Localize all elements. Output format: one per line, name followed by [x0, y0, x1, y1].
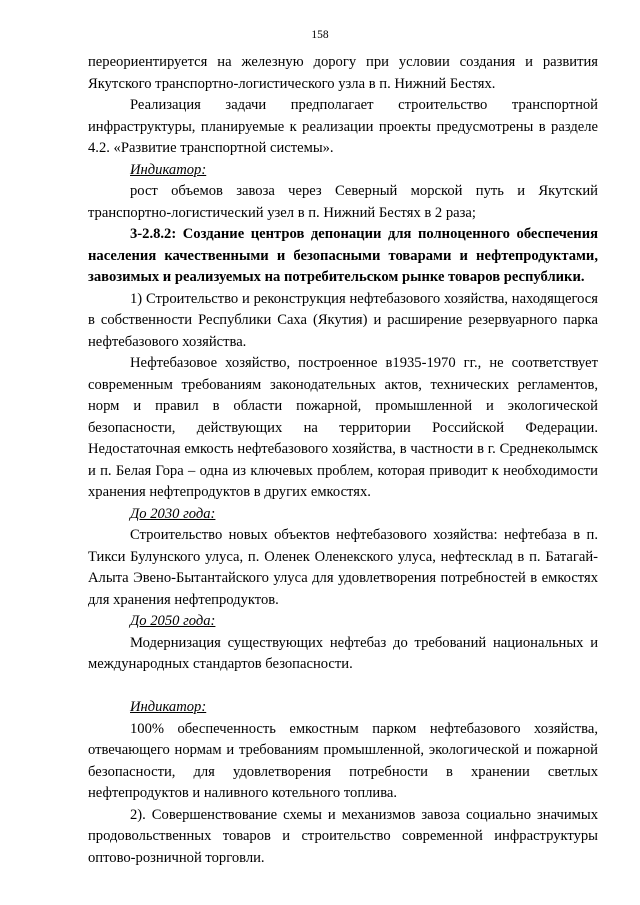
blank-line — [88, 676, 598, 698]
paragraph-continuation: переориентируется на железную дорогу при условии создания и развития Якутского транспортно-логистического узла в п. Нижний Бестях. — [88, 54, 598, 92]
paragraph-modernization: Модернизация существующих нефтебаз до требований национальных и международных стандартов безопасности. — [88, 634, 598, 672]
paragraph-indicator-growth: рост объемов завоза через Северный морской путь и Якутский транспортно-логистический узел в п. Нижний Бестях в 2 раза; — [88, 183, 598, 221]
paragraph-item-1: 1) Строительство и реконструкция нефтебазового хозяйства, находящегося в собственности Республики Саха (Якутия) и расширение резервуарного парка нефтебазового хозяйства. — [88, 290, 598, 350]
label-until-2050: До 2050 года: — [130, 613, 216, 629]
paragraph-item-2: 2). Совершенствование схемы и механизмов завоза социально значимых продовольственных товаров и строительство современной инфраструктуры оптово-розничной торговли. — [88, 806, 598, 866]
section-heading: 3-2.8.2: Создание центров депонации для полноценного обеспечения населения качественными и безопасными товарами и нефтепродуктами, завозимых и реализуемых на потребительском рынке товаров республики. — [88, 226, 598, 285]
indicator-label-2: Индикатор: — [130, 699, 207, 715]
label-until-2030: До 2030 года: — [130, 505, 216, 522]
page-number: 158 — [311, 29, 329, 41]
paragraph-task-implementation: Реализация задачи предполагает строительство транспортной инфраструктуры, планируемые к реализации проекты предусмотрены в разделе 4.2. «Развитие транспортной системы». — [88, 97, 598, 156]
indicator-label: Индикатор: — [130, 161, 207, 178]
paragraph-indicator-capacity: 100% обеспеченность емкостным парком нефтебазового хозяйства, отвечающего нормам и требованиям промышленной, экологической и пожарной безопасности, для удовлетворения потребности в хранении светлых нефтепродуктов и наливного котельного топлива. — [88, 720, 598, 801]
paragraph-oil-depot-issues: Нефтебазовое хозяйство, построенное в1935-1970 гг., не соответствует современным требованиям законодательных актов, технических регламентов, норм и правил в области пожарной, промышленной и экологической безопасности, действующих на территории Российской Федерации. Недостаточная емкость нефтебазового хозяйства, в частности в г. Среднеколымск и п. Белая Гора – одна из ключевых проблем, которая приводит к необходимости хранения нефтепродуктов в других емкостях. — [88, 355, 598, 500]
document-body — [88, 52, 598, 869]
paragraph-new-facilities: Строительство новых объектов нефтебазового хозяйства: нефтебаза в п. Тикси Булунского улуса, п. Оленек Оленекского улуса, нефтесклад в п. Батагай-Алыта Эвено-Бытантайского улуса для удовлетворения потребностей в емкостях для хранения нефтепродуктов. — [88, 527, 598, 608]
